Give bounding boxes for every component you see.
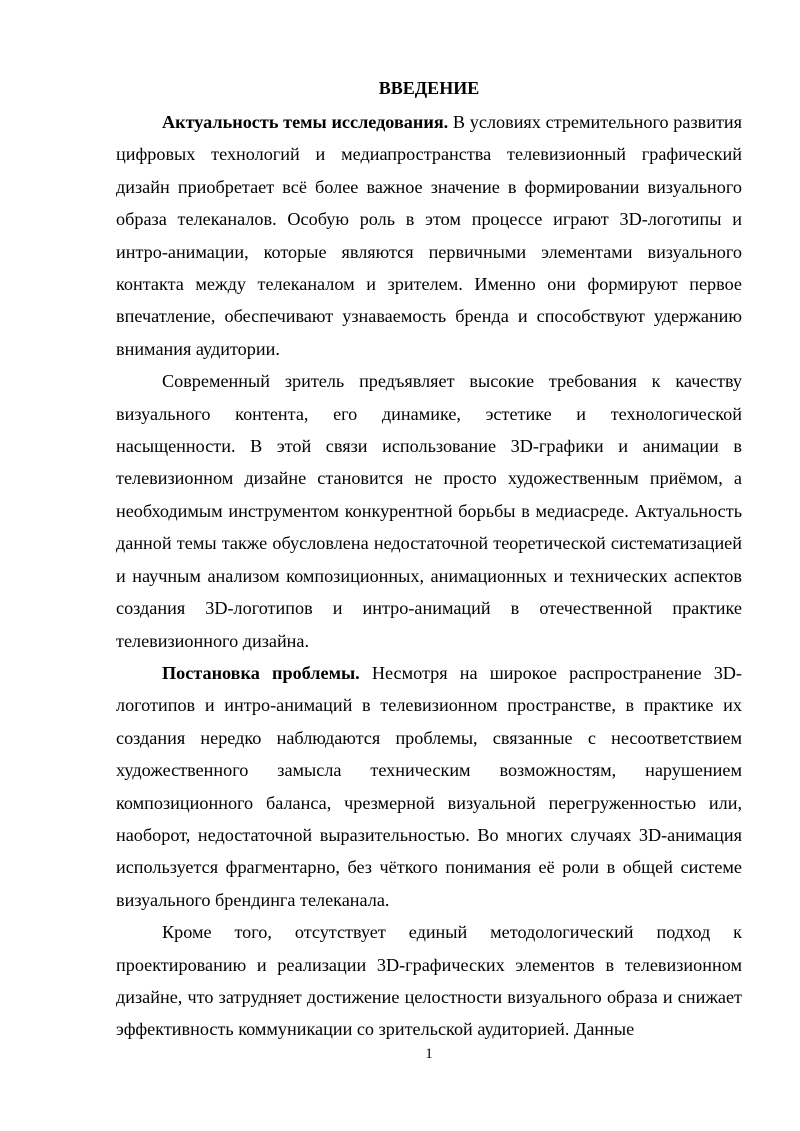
paragraph-text: Кроме того, отсутствует единый методологический подход к проектированию и реализации 3D-графических элементов в телевизионном дизайне, что затрудняет достижение целостности визуального образа и снижает эффективность коммуникации со зрительской аудиторией. Данные (116, 922, 742, 1040)
page-content (116, 72, 742, 1046)
paragraph-text: В условиях стремительного развития цифровых технологий и медиапространства телевизионный графический дизайн приобретает всё более важное значение в формировании визуального образа телеканалов. Особую роль в этом процессе играют 3D-логотипы и интро-анимации, которые являются первичными элементами визуального контакта между телеканалом и зрителем. Именно они формируют первое впечатление, обеспечивают узнаваемость бренда и способствуют удержанию внимания аудитории. (116, 112, 742, 359)
paragraph-methodology (116, 916, 742, 1046)
paragraph-lead: Постановка проблемы. (162, 662, 360, 683)
page-title: ВВЕДЕНИЕ (378, 78, 480, 98)
paragraph-text: Современный зритель предъявляет высокие требования к качеству визуального контента, его динамике, эстетике и технологической насыщенности. В этой связи использование 3D-графики и анимации в телевизионном дизайне становится не просто художественным приёмом, а необходимым инструментом конкурентной борьбы в медиасреде. Актуальность данной темы также обусловлена недостаточной теоретической систематизацией и научным анализом композиционных, анимационных и технических аспектов создания 3D-логотипов и интро-анимаций в отечественной практике телевизионного дизайна. (116, 371, 742, 651)
paragraph-problem (116, 657, 742, 916)
paragraph-lead: Актуальность темы исследования. (162, 112, 449, 132)
page-number: 1 (425, 1046, 433, 1062)
paragraph-modern-viewer (116, 365, 742, 657)
paragraph-text: Несмотря на широкое распространение 3D-логотипов и интро-анимаций в телевизионном пространстве, в практике их создания нередко наблюдаются проблемы, связанные с несоответствием художественного замысла техническим возможностям, нарушением композиционного баланса, чрезмерной визуальной перегруженностью или, наоборот, недостаточной выразительностью. Во многих случаях 3D-анимация используется фрагментарно, без чёткого понимания её роли в общей системе визуального брендинга телеканала. (116, 662, 742, 910)
paragraph-relevance (116, 106, 742, 365)
